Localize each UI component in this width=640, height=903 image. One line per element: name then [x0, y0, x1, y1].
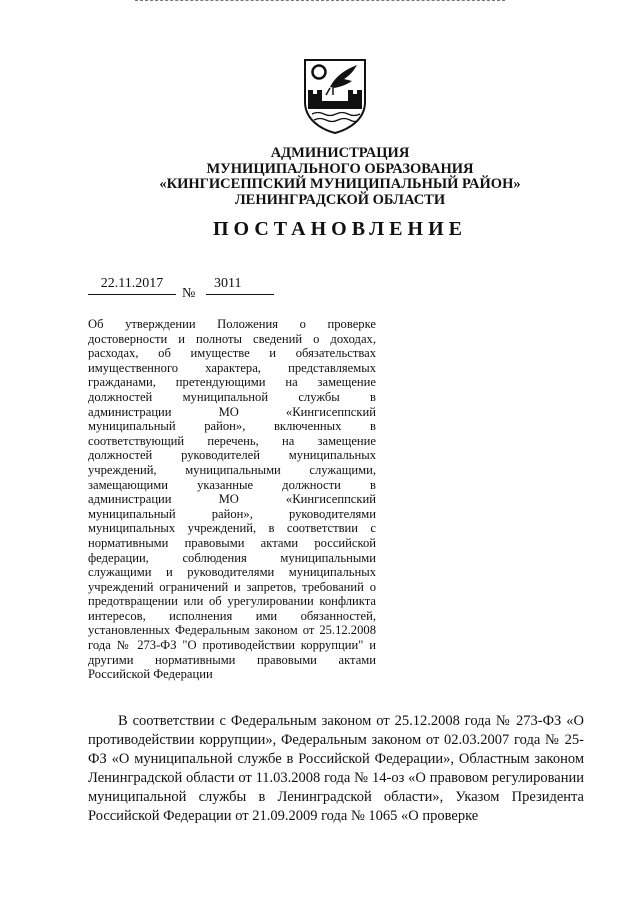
coat-of-arms	[302, 57, 368, 135]
fortress-icon	[308, 90, 362, 101]
header-line-1: АДМИНИСТРАЦИЯ	[270, 145, 410, 161]
scan-edge-line	[135, 0, 505, 2]
document-type-title: ПОСТАНОВЛЕНИЕ	[213, 218, 467, 240]
wall-icon	[308, 101, 362, 109]
body-paragraph: В соответствии с Федеральным законом от 25.12.2008 года № 273-ФЗ «О противодействии коррупции», Федеральным законом от 02.03.2007 года № 25-ФЗ «О муниципальной службе в Российской Федерации», Областным законом Ленинградской области от 11.03.2008 года № 14-оз «О правовом регулировании муниципальной службы в Ленинградской области», Указом Президента Российской Федерации от 21.09.2009 года № 1065 «О проверке	[88, 713, 584, 824]
water-icon	[312, 113, 360, 122]
document-number: 3011	[206, 276, 274, 295]
bird-icon	[330, 65, 357, 88]
branch-icon	[326, 88, 333, 95]
header-line-4: ЛЕНИНГРАДСКОЙ ОБЛАСТИ	[234, 191, 446, 208]
header-line-2: МУНИЦИПАЛЬНОГО ОБРАЗОВАНИЯ	[206, 160, 474, 177]
authority-header	[110, 146, 570, 208]
ring-icon	[313, 66, 326, 79]
header-line-3: «КИНГИСЕППСКИЙ МУНИЦИПАЛЬНЫЙ РАЙОН»	[159, 176, 521, 192]
number-sign: №	[182, 286, 196, 301]
document-subject: Об утверждении Положения о проверке достоверности и полноты сведений о доходах, расходах, об имуществе и обязательствах имущественного характера, представляемых гражданами, претендующими на замещение должностей муниципальной службы в администрации МО «Кингисеппский муниципальный район», включенных в соответствующий перечень, на замещение должностей руководителей муниципальных учреждений, муниципальными служащими, замещающими указанные должности в администрации МО «Кингисеппский муниципальный район», руководителями муниципальных учреждений, в соответствии с нормативными правовыми актами российской федерации, соблюдения муниципальными служащими и руководителями муниципальных учреждений ограничений и запретов, требований о предотвращении или об урегулировании конфликта интересов, исполнения ими обязанностей, установленных Федеральным законом от 25.12.2008 года № 273-ФЗ "О противодействии коррупции" и другими нормативными правовыми актами Российской Федерации	[88, 317, 376, 682]
document-date: 22.11.2017	[88, 276, 176, 295]
